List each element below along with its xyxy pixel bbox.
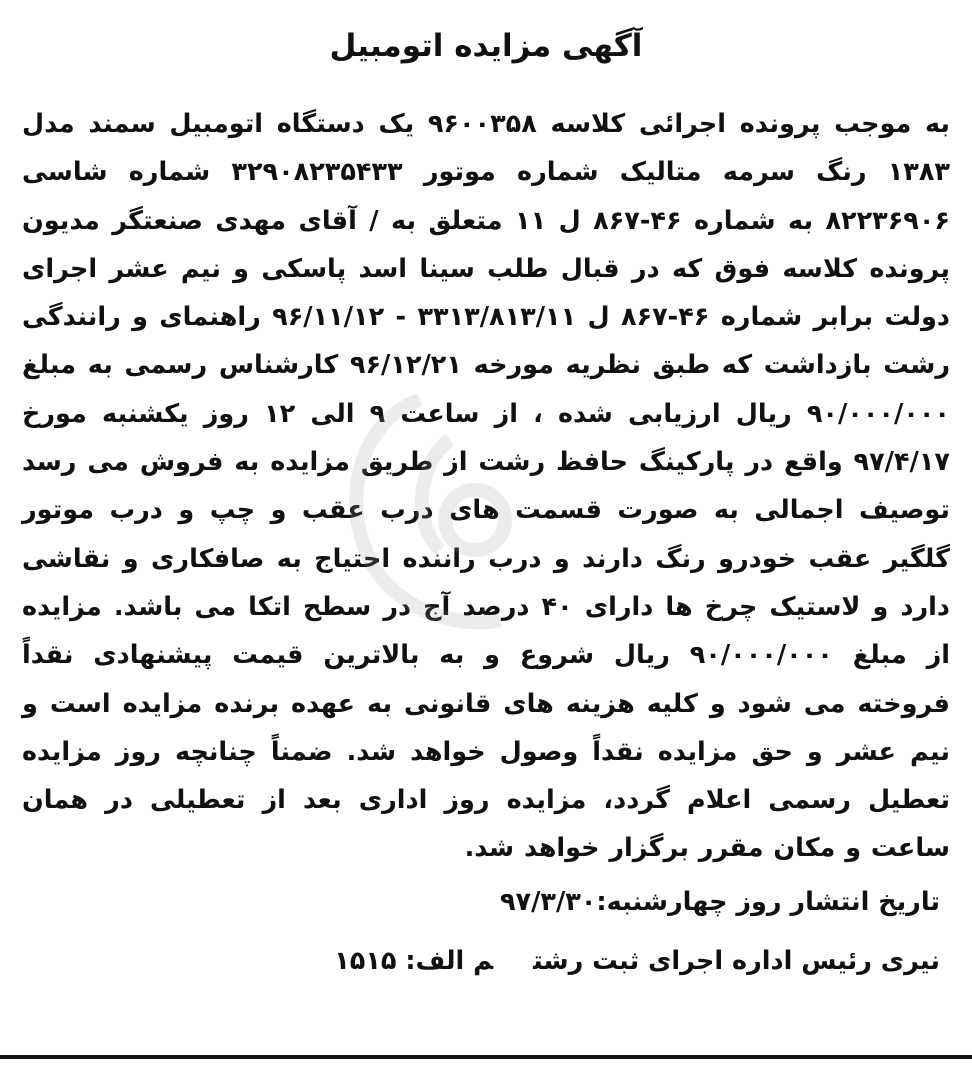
bottom-rule: [0, 1055, 972, 1059]
reference-code: م الف: ۱۵۱۵: [334, 946, 494, 976]
notice-body: به موجب پرونده اجرائی کلاسه ۹۶۰۰۳۵۸ یک دستگاه اتومبیل سمند مدل ۱۳۸۳ رنگ سرمه متالیک شماره موتور ۳۲۹۰۸۲۳۵۴۳۳ شماره شاسی ۸۲۲۳۶۹۰۶ به شماره ۴۶-۸۶۷ ل ۱۱ متعلق به / آقای مهدی صنعتگر مدیون پرونده کلاسه فوق که در قبال طلب سینا اسد پاسکی و نیم عشر اجرای دولت برابر شماره ۴۶-۸۶۷ ل ۳۳۱۳/۸۱۳/۱۱ - ۹۶/۱۱/۱۲ راهنمای و رانندگی رشت بازداشت که طبق نظریه مورخه ۹۶/۱۲/۲۱ کارشناس رسمی به مبلغ ۹۰/۰۰۰/۰۰۰ ریال ارزیابی شده ، از ساعت ۹ الی ۱۲ روز یکشنبه مورخ ۹۷/۴/۱۷ واقع در پارکینگ حافظ رشت از طریق مزایده به فروش می رسد توصیف اجمالی به صورت قسمت های درب عقب و چپ و درب موتور گلگیر عقب خودرو رنگ دارند و درب راننده احتیاج به صافکاری و نقاشی دارد و لاستیک چرخ ها دارای ۴۰ درصد آج در سطح اتکا می باشد. مزایده از مبلغ ۹۰/۰۰۰/۰۰۰ ریال شروع و به بالاترین قیمت پیشنهادی نقداً فروخته می شود و کلیه هزینه های قانونی به عهده برنده مزایده است و نیم عشر و حق مزایده نقداً وصول خواهد شد. ضمناً چنانچه روز مزایده تعطیل رسمی اعلام گردد، مزایده روز اداری بعد از تعطیلی در همان ساعت و مکان مقرر برگزار خواهد شد.: [22, 109, 950, 864]
signature-name: نیری رئیس اداره اجرای ثبت رشت: [533, 946, 940, 976]
notice-title: آگهی مزایده اتومبیل: [329, 28, 643, 64]
publish-date: تاریخ انتشار روز چهارشنبه:۹۷/۳/۳۰: [499, 887, 940, 917]
signature-block: [40, 946, 940, 976]
